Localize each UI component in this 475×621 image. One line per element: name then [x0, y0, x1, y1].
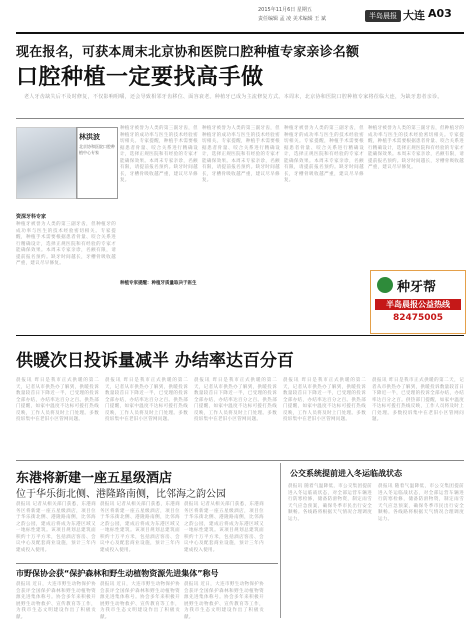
leaf-icon	[377, 277, 393, 293]
story4-col-1: 晨报讯 近日，大连市野生动物保护协会获评全国保护森林和野生动植物资源先进集体称号。协会多年来积极开展野生动物救护、宣传教育等工作，为我市生态文明建设作出了积极贡献。	[16, 582, 96, 620]
lead-col-2: 种植牙被誉为人类的第三副牙齿，但种植牙的成功率与医生的技术经验密切相关。专家提醒，种植手术需要根据患者骨量、咬合关系进行精确设计，选择正规医院和有经验的专家才能确保效果。本周末专家亲诊，名额有限，请提前报名预约。缺牙时间越长，牙槽骨吸收越严重，建议尽早修复。	[202, 126, 280, 183]
header-editor: 责任编辑 孟 凌 美术编辑 王 斌	[258, 16, 326, 22]
lead-title-line2: 口腔种植一定要找高手做	[16, 65, 264, 90]
promo-box	[370, 270, 466, 334]
caption-box	[76, 127, 118, 199]
lead-intro-rule	[16, 118, 464, 119]
story4-col-2: 晨报讯 近日，大连市野生动物保护协会获评全国保护森林和野生动植物资源先进集体称号。协会多年来积极开展野生动物救护、宣传教育等工作，为我市生态文明建设作出了积极贡献。	[100, 582, 180, 620]
story4-headline: 市野保协会获“保护森林和野生动植物资源先进集体”称号	[16, 569, 219, 578]
section-rule-1	[16, 335, 464, 336]
caption-name: 林洪波	[79, 133, 100, 141]
story2-col-5: 晨报讯 昨日是我市正式供暖的第二天，记者从市供热办了解到，供暖投诉数量较首日下降近一半，已受理的投诉全部办结，办结率达百分之百。供热部门提醒，如家中温度不达标可拨打热线反映，工作人员将及时上门处理。多数投诉集中在老旧小区管网问题。	[372, 378, 464, 422]
story2-col-1: 晨报讯 昨日是我市正式供暖的第二天，记者从市供热办了解到，供暖投诉数量较首日下降近一半，已受理的投诉全部办结，办结率达百分之百。供热部门提醒，如家中温度不达标可拨打热线反映，工作人员将及时上门处理。多数投诉集中在老旧小区管网问题。	[16, 378, 99, 422]
column-divider	[280, 463, 281, 618]
newspaper-logo: 半岛晨报	[365, 10, 401, 22]
sidebar-text: 种植牙被誉为人类的第三副牙齿，但种植牙的成功率与医生的技术经验密切相关。专家提醒，种植手术需要根据患者骨量、咬合关系进行精确设计，选择正规医院和有经验的专家才能确保效果。本周末专家亲诊，名额有限，请提前报名预约。缺牙时间越长，牙槽骨吸收越严重，建议尽早修复。	[16, 222, 116, 266]
promo-logo-text: 种牙帮	[397, 280, 437, 295]
page-number: A03	[428, 7, 452, 20]
story3-headline: 东港将新建一座五星级酒店	[16, 471, 173, 486]
hotline-label: 半岛晨报公益热线	[375, 299, 461, 310]
story2-col-4: 晨报讯 昨日是我市正式供暖的第二天，记者从市供热办了解到，供暖投诉数量较首日下降近一半，已受理的投诉全部办结，办结率达百分之百。供热部门提醒，如家中温度不达标可拨打热线反映，工作人员将及时上门处理。多数投诉集中在老旧小区管网问题。	[283, 378, 366, 422]
header-rule	[16, 32, 464, 34]
story3-col-1: 晨报讯 记者从相关部门获悉，东港商务区将新建一座五星级酒店，项目位于华乐街北侧、港隆路南侧，比邻海之韵公园，建成后将成为东港区域又一地标性建筑。该项目规划总建筑面积约十万平方米，包括酒店客房、会议中心及配套商业设施，预计三年内建成投入使用。	[16, 502, 96, 553]
story5-headline: 公交系统提前进入冬运临战状态	[290, 469, 402, 478]
story2-headline: 供暖次日投诉量减半 办结率达百分百	[16, 351, 294, 371]
col-heading: 种植专家提醒：种植牙质量取决于医生	[120, 281, 197, 286]
story5-col-2: 晨报讯 随着气温降低，市公交集团提前进入冬运临战状态，对全部运营车辆进行防寒检修，储备防滑物资，制定雨雪天气应急预案，确保冬季市民出行安全顺畅。各线路将根据天气情况合理调度运力。	[378, 484, 464, 522]
section-rule-2	[16, 460, 464, 461]
header-date: 2015年11月6日 星期五	[258, 7, 312, 13]
lead-col-4: 种植牙被誉为人类的第三副牙齿，但种植牙的成功率与医生的技术经验密切相关。专家提醒，种植手术需要根据患者骨量、咬合关系进行精确设计，选择正规医院和有经验的专家才能确保效果。本周末专家亲诊，名额有限，请提前报名预约。缺牙时间越长，牙槽骨吸收越严重，建议尽早修复。	[368, 126, 464, 170]
story2-col-3: 晨报讯 昨日是我市正式供暖的第二天，记者从市供热办了解到，供暖投诉数量较首日下降近一半，已受理的投诉全部办结，办结率达百分之百。供热部门提醒，如家中温度不达标可拨打热线反映，工作人员将及时上门处理。多数投诉集中在老旧小区管网问题。	[194, 378, 277, 422]
hotline-number: 82475005	[392, 313, 444, 323]
caption-title: 北京协和医院口腔种植中心专家	[79, 144, 115, 155]
section-rule-3	[16, 563, 278, 564]
sidebar-heading: 资深牙科专家	[16, 214, 47, 220]
lead-intro: 老人牙齿缺失后不及时修复，不仅影响咀嚼，还会导致相邻牙齿移位、面容衰老。种植牙已成为主流修复方式。本周末，北京协和医院口腔种植专家将莅临大连，为缺牙患者亲诊。	[24, 94, 443, 100]
story3-col-2: 晨报讯 记者从相关部门获悉，东港商务区将新建一座五星级酒店，项目位于华乐街北侧、港隆路南侧，比邻海之韵公园，建成后将成为东港区域又一地标性建筑。该项目规划总建筑面积约十万平方米，包括酒店客房、会议中心及配套商业设施，预计三年内建成投入使用。	[100, 502, 180, 553]
story3-col-3: 晨报讯 记者从相关部门获悉，东港商务区将新建一座五星级酒店，项目位于华乐街北侧、港隆路南侧，比邻海之韵公园，建成后将成为东港区域又一地标性建筑。该项目规划总建筑面积约十万平方米，包括酒店客房、会议中心及配套商业设施，预计三年内建成投入使用。	[184, 502, 264, 553]
story2-col-2: 晨报讯 昨日是我市正式供暖的第二天，记者从市供热办了解到，供暖投诉数量较首日下降近一半，已受理的投诉全部办结，办结率达百分之百。供热部门提醒，如家中温度不达标可拨打热线反映，工作人员将及时上门处理。多数投诉集中在老旧小区管网问题。	[105, 378, 188, 422]
story4-col-3: 晨报讯 近日，大连市野生动物保护协会获评全国保护森林和野生动植物资源先进集体称号。协会多年来积极开展野生动物救护、宣传教育等工作，为我市生态文明建设作出了积极贡献。	[184, 582, 264, 620]
expert-photo	[16, 127, 78, 199]
lead-col-3: 种植牙被誉为人类的第三副牙齿，但种植牙的成功率与医生的技术经验密切相关。专家提醒，种植手术需要根据患者骨量、咬合关系进行精确设计，选择正规医院和有经验的专家才能确保效果。本周末专家亲诊，名额有限，请提前报名预约。缺牙时间越长，牙槽骨吸收越严重，建议尽早修复。	[284, 126, 364, 183]
lead-col-1: 种植牙被誉为人类的第三副牙齿，但种植牙的成功率与医生的技术经验密切相关。专家提醒，种植手术需要根据患者骨量、咬合关系进行精确设计，选择正规医院和有经验的专家才能确保效果。本周末专家亲诊，名额有限，请提前报名预约。缺牙时间越长，牙槽骨吸收越严重，建议尽早修复。	[120, 126, 198, 183]
story5-col-1: 晨报讯 随着气温降低，市公交集团提前进入冬运临战状态，对全部运营车辆进行防寒检修，储备防滑物资，制定雨雪天气应急预案，确保冬季市民出行安全顺畅。各线路将根据天气情况合理调度运力。	[288, 484, 372, 522]
lead-title-line1: 现在报名，可获本周末北京协和医院口腔种植专家亲诊名额	[16, 45, 360, 60]
story3-subhead: 位于华乐街北侧、港隆路南侧，比邻海之韵公园	[16, 489, 226, 500]
city-name: 大连	[403, 9, 425, 22]
